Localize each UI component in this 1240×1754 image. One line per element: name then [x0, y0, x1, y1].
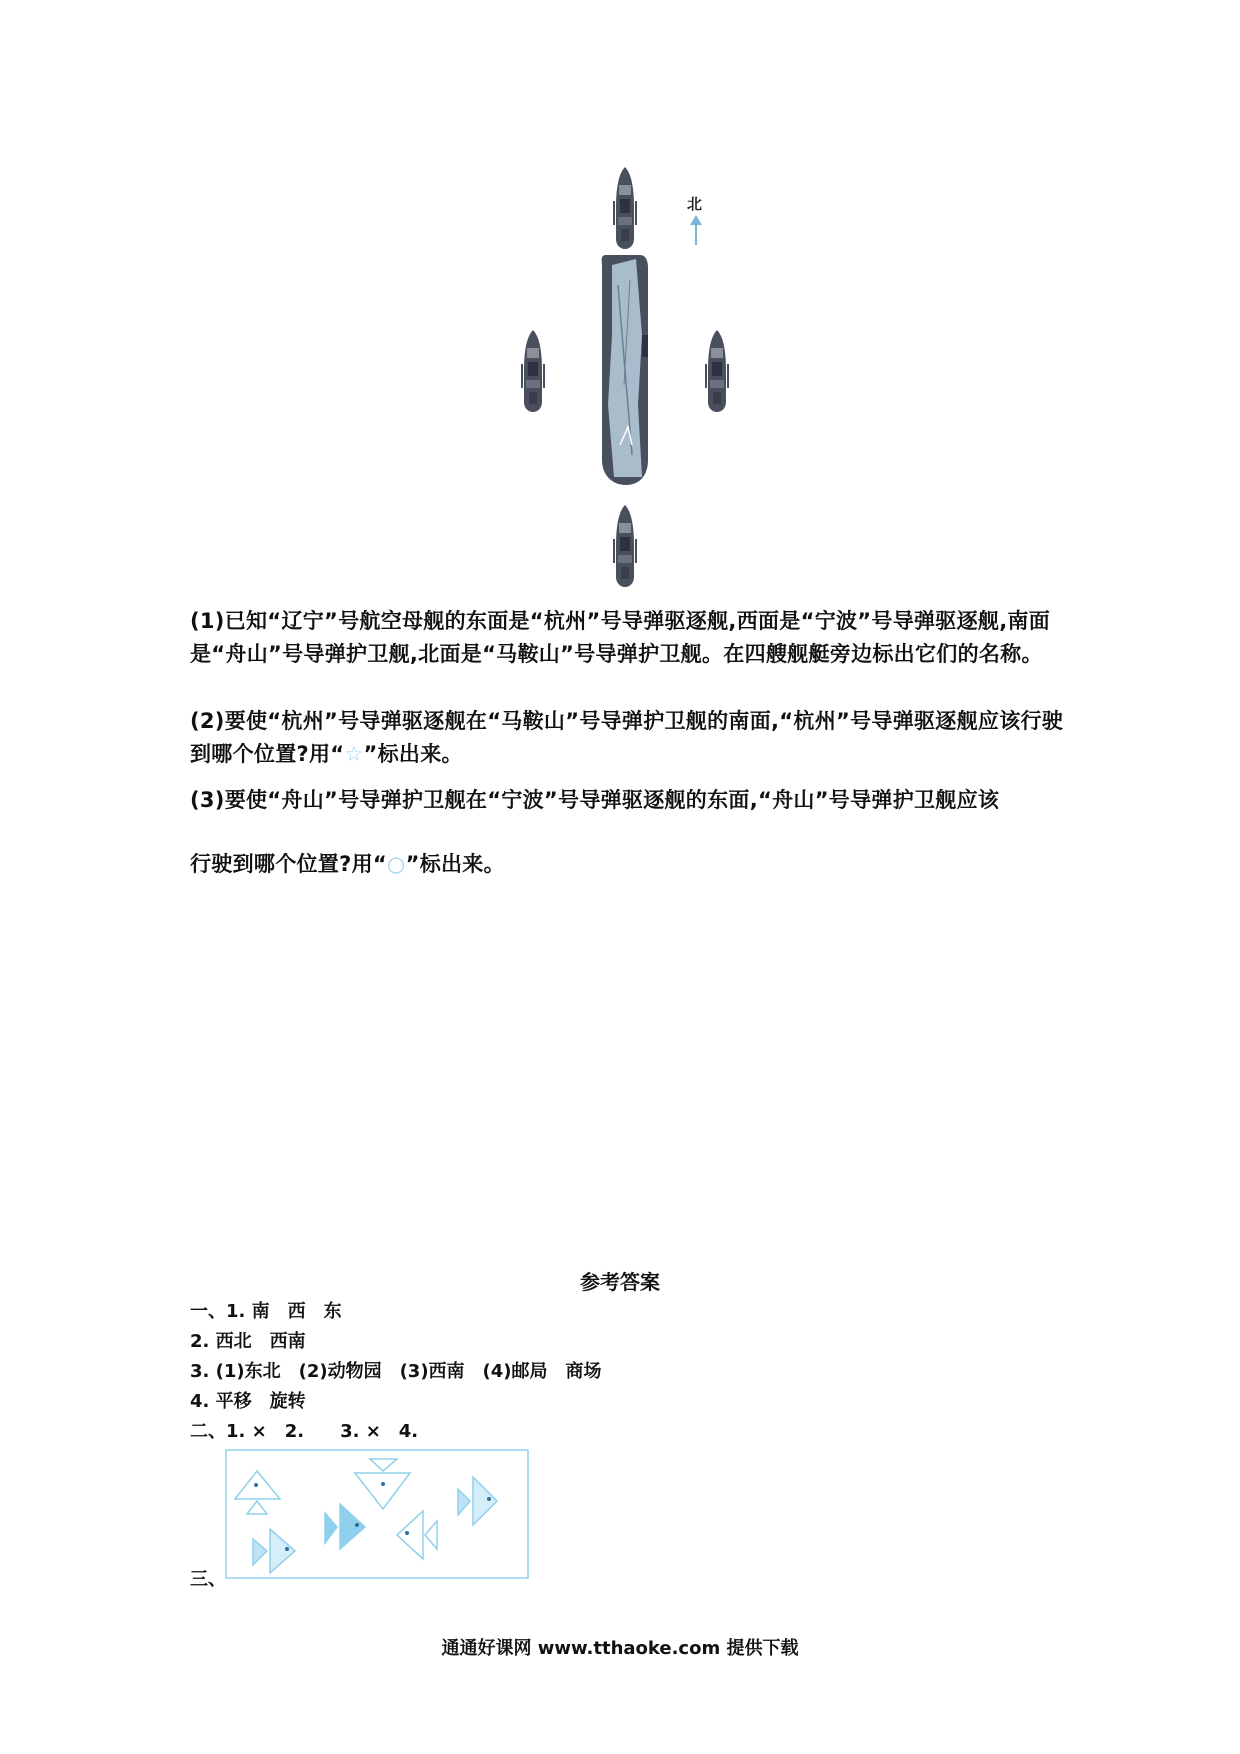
question-2	[190, 705, 1070, 771]
footer-text: 通通好课网 www.tthaoke.com 提供下载	[441, 1638, 799, 1659]
north-warship-icon	[614, 167, 636, 249]
answer-line-3: 3. (1)东北 (2)动物园 (3)西南 (4)邮局 商场	[190, 1361, 602, 1382]
question-3-text-a: 行驶到哪个位置?用“	[190, 852, 387, 876]
question-3-line-1: (3)要使“舟山”号导弹护卫舰在“宁波”号导弹驱逐舰的东面,“舟山”号导弹护卫舰应该	[190, 788, 1000, 812]
answer-line-5: 二、1. × 2. 3. × 4.	[190, 1421, 419, 1442]
question-3-text-b: ”标出来。	[405, 852, 505, 876]
question-2-text-a: (2)要使“杭州”号导弹驱逐舰在“马鞍山”号导弹护卫舰的南面,“杭州”号导弹驱逐舰应该行驶到哪个位置?用“	[190, 709, 1064, 766]
answer-line-2: 2. 西北 西南	[190, 1331, 306, 1352]
section-3-label: 三、	[190, 1569, 226, 1590]
fleet-diagram	[500, 155, 760, 600]
north-label: 北	[687, 195, 703, 213]
answer-line-4: 4. 平移 旋转	[190, 1391, 306, 1412]
east-warship-icon	[706, 330, 728, 412]
answer-line-1: 一、1. 南 西 东	[190, 1301, 342, 1322]
answers-title: 参考答案	[580, 1270, 660, 1294]
south-warship-icon	[614, 505, 636, 587]
question-2-text-b: ”标出来。	[363, 742, 463, 766]
west-warship-icon	[522, 330, 544, 412]
circle-symbol: ○	[386, 852, 406, 876]
shapes-answer-figure	[225, 1449, 530, 1579]
question-1: (1)已知“辽宁”号航空母舰的东面是“杭州”号导弹驱逐舰,西面是“宁波”号导弹驱逐舰,南面是“舟山”号导弹护卫舰,北面是“马鞍山”号导弹护卫舰。在四艘舰艇旁边标出它们的名称。	[190, 609, 1051, 666]
question-3-line-2	[190, 848, 1070, 881]
star-symbol: ☆	[344, 742, 364, 766]
aircraft-carrier-icon	[602, 255, 648, 485]
